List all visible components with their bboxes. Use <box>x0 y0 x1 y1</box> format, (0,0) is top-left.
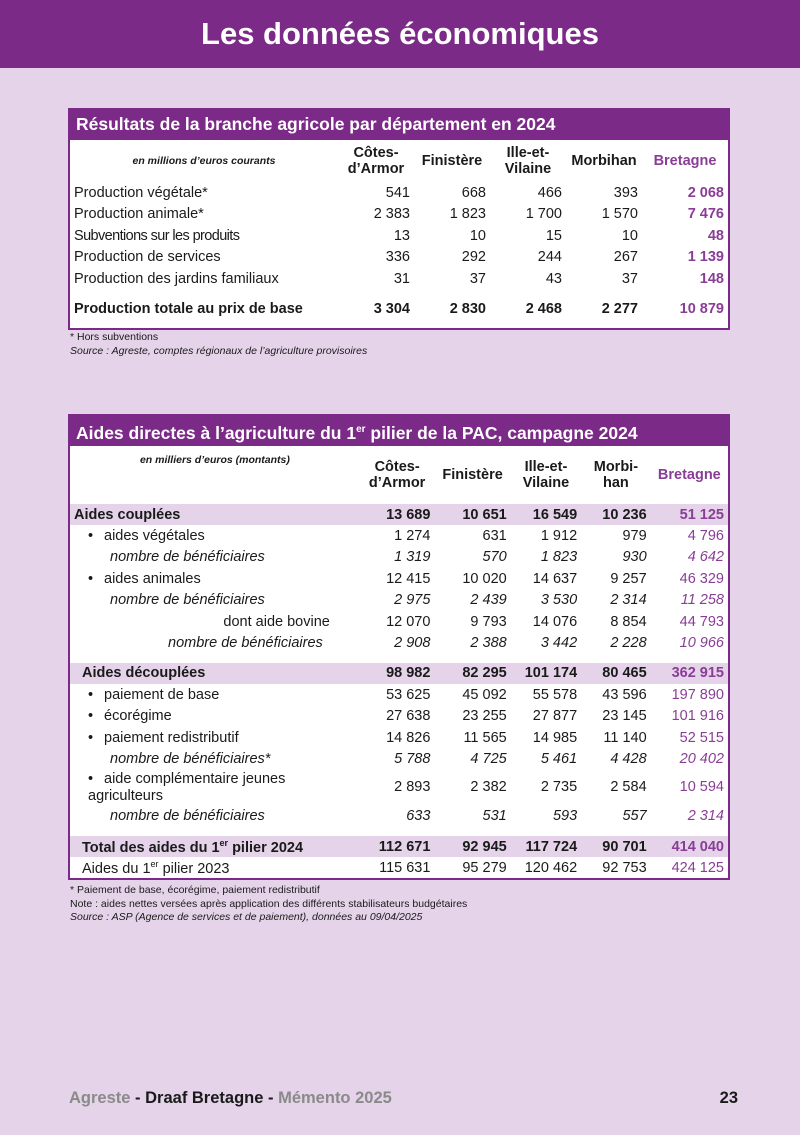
results-table-title: Résultats de la branche agricole par département en 2024 <box>68 108 730 140</box>
table-row: nombre de bénéficiaires 2 975 2 439 3 530 2 314 11 258 <box>110 592 724 609</box>
table-row: Production de services 336 292 244 267 1 139 <box>74 249 724 266</box>
results-table <box>70 140 728 328</box>
pac-aids-table-title: Aides directes à l’agriculture du 1er pilier de la PAC, campagne 2024 <box>68 414 730 446</box>
unit-label: en millions d’euros courants <box>132 155 276 167</box>
table-row: nombre de bénéficiaires 633 531 593 557 2 314 <box>110 808 724 825</box>
col-header-bretagne: Bretagne <box>657 467 721 483</box>
table-row: Production animale* 2 383 1 823 1 700 1 570 7 476 <box>74 206 724 223</box>
source-note: Source : Agreste, comptes régionaux de l’agriculture provisoires <box>70 344 368 357</box>
page-number: 23 <box>719 1089 738 1107</box>
col-header: Finistère <box>421 153 483 169</box>
table-row: • paiement de base 53 625 45 092 55 578 43 596 197 890 <box>70 684 728 705</box>
col-header: Morbihan <box>571 153 637 169</box>
table-row: dont aide bovine 12 070 9 793 14 076 8 854 44 793 <box>223 613 724 630</box>
table-row: nombre de bénéficiaires 1 319 570 1 823 930 4 642 <box>110 549 724 566</box>
footer-memento: Mémento 2025 <box>278 1089 392 1107</box>
table-row: • paiement redistributif 14 826 11 565 14 985 11 140 52 515 <box>70 727 728 748</box>
table-row: • aides végétales 1 274 631 1 912 979 4 796 <box>70 525 728 546</box>
table-header-row <box>70 140 728 182</box>
table2-notes <box>70 884 467 925</box>
col-header: Côtes- d’Armor <box>368 459 426 491</box>
col-header: Morbi- han <box>593 459 639 491</box>
table-row-section: Aides découplées 98 982 82 295 101 174 80 465 362 915 <box>70 663 728 684</box>
table-row: nombre de bénéficiaires* 5 788 4 725 5 461 4 428 20 402 <box>110 750 724 767</box>
results-table-panel <box>68 108 730 330</box>
page-title: Les données économiques <box>201 16 599 51</box>
unit-label: en milliers d’euros (montants) <box>139 454 290 466</box>
table-row-section: Aides couplées 13 689 10 651 16 549 10 236 51 125 <box>70 504 728 525</box>
table-row: Production végétale* 541 668 466 393 2 068 <box>74 184 724 201</box>
table-row: • écorégime 27 638 23 255 27 877 23 145 101 916 <box>70 706 728 727</box>
page-footer: Agreste - Draaf Bretagne - Mémento 2025 <box>69 1089 392 1107</box>
page-header <box>0 0 800 68</box>
footer-agreste: Agreste <box>69 1089 131 1107</box>
footer-draaf: Draaf Bretagne <box>145 1089 264 1107</box>
col-header: Finistère <box>442 467 503 483</box>
table-header-row <box>70 446 728 504</box>
table-row: Production des jardins familiaux 31 37 43 37 148 <box>74 270 724 287</box>
col-header: Ille-et- Vilaine <box>522 459 570 491</box>
table-row: • aides animales 12 415 10 020 14 637 9 257 46 329 <box>70 568 728 589</box>
row-spacer <box>70 654 728 663</box>
pac-aids-table <box>70 446 728 879</box>
table-row-total: Production totale au prix de base 3 304 2 830 2 468 2 277 10 879 <box>74 300 724 317</box>
table-row-total-2023: Aides du 1er pilier 2023 115 631 95 279 120 462 92 753 424 125 <box>82 859 724 878</box>
footnote: * Hors subventions <box>70 331 159 343</box>
pac-aids-table-panel <box>68 414 730 880</box>
col-header: Côtes- d’Armor <box>347 145 405 177</box>
table-row-total-2024: Total des aides du 1er pilier 2024 112 671 92 945 117 724 90 701 414 040 <box>70 836 728 857</box>
col-header: Ille-et- Vilaine <box>504 145 552 177</box>
row-spacer <box>70 827 728 836</box>
footnote: * Paiement de base, écorégime, paiement redistributif <box>70 884 320 896</box>
table-row: Subventions sur les produits 13 10 15 10 48 <box>74 227 724 244</box>
table1-notes <box>70 331 367 358</box>
col-header-bretagne: Bretagne <box>653 153 717 169</box>
source-note: Source : ASP (Agence de services et de paiement), données au 09/04/2025 <box>70 911 423 923</box>
table-row: • aide complémentaire jeunes agriculteurs 2 893 2 382 2 735 2 584 10 594 <box>70 770 728 806</box>
note: Note : aides nettes versées après application des différents stabilisateurs budgétaires <box>70 897 468 910</box>
table-row: nombre de bénéficiaires 2 908 2 388 3 442 2 228 10 966 <box>168 635 724 652</box>
